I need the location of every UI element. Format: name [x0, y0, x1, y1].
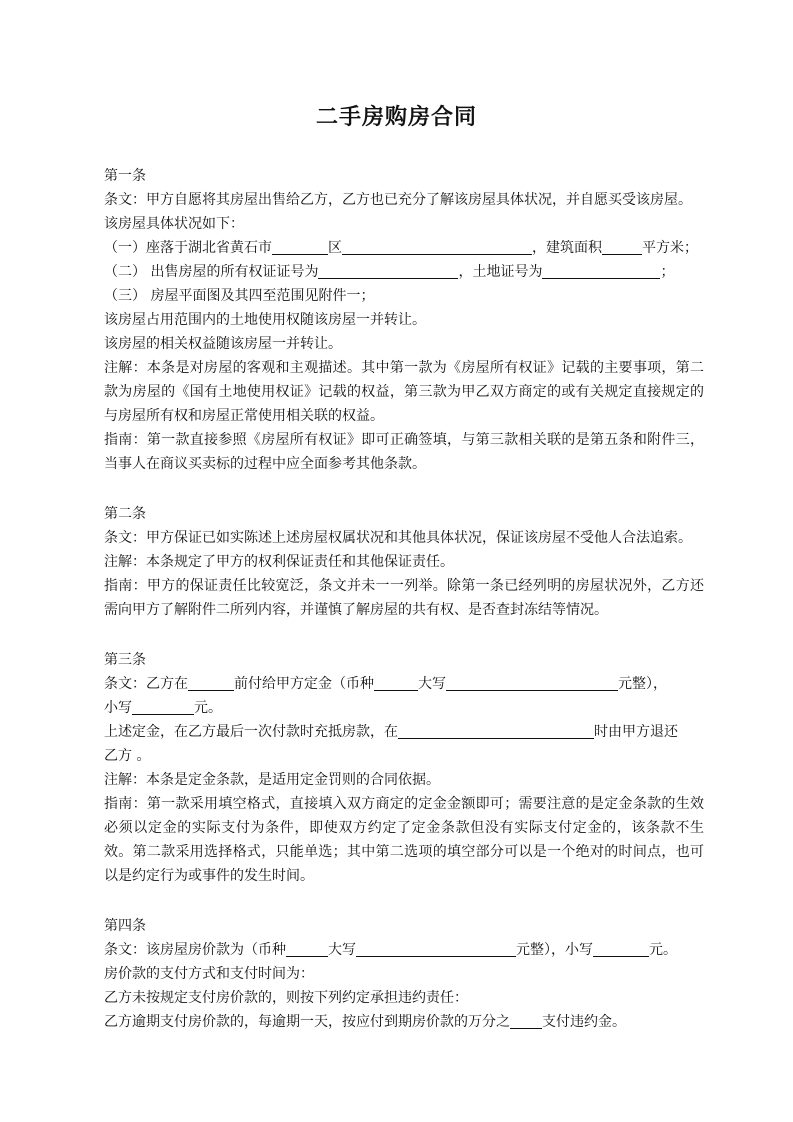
article-2-guide: 指南：甲方的保证责任比较宽泛，条文并未一一列举。除第一条已经列明的房屋状况外，乙方还需向甲方了解附件二所列内容，并谨慎了解房屋的共有权、是否查封冻结等情况。	[104, 578, 704, 618]
article-1-guide: 指南：第一款直接参照《房屋所有权证》即可正确签填，与第三款相关联的是第五条和附件三，当事人在商议买卖标的过程中应全面参考其他条款。	[104, 432, 704, 472]
article-1-item-2-text-a: （二） 出售房屋的所有权证证号为	[104, 264, 319, 280]
article-3-text-a: 条文：乙方在	[104, 676, 188, 692]
ownership-cert-blank[interactable]	[318, 263, 458, 279]
deposit-return-blank[interactable]	[398, 723, 594, 739]
article-4-late-text-a: 乙方逾期支付房价款的，每逾期一天，按应付到期房价款的万分之	[104, 1014, 510, 1030]
article-1-item-1-text-d: 平方米；	[642, 240, 698, 256]
article-1-note: 注解：本条是对房屋的客观和主观描述。其中第一款为《房屋所有权证》记载的主要事项，第二款为房屋的《国有土地使用权证》记载的权益，第三款为甲乙双方商定的或有关规定直接规定的与房屋所有权和房屋正常使用相关联的权益。	[104, 360, 704, 424]
penalty-rate-blank[interactable]	[510, 1013, 542, 1029]
deposit-amount-figures-blank[interactable]	[132, 699, 194, 715]
article-3-clause-line-4: 乙方 。	[104, 748, 151, 764]
article-3-text-b: 前付给甲方定金（币种	[234, 676, 374, 692]
article-1-item-1-text-c: ，建筑面积	[532, 240, 602, 256]
article-4-clause-line-1	[104, 938, 704, 962]
deposit-date-blank[interactable]	[188, 675, 234, 691]
article-3-text-g: 上述定金，在乙方最后一次付款时充抵房款，在	[104, 724, 398, 740]
article-3-text-c: 大写	[418, 676, 446, 692]
article-4-text-d: 元。	[649, 942, 677, 958]
article-3-heading: 第三条	[104, 652, 146, 668]
article-4-late-text-b: 支付违约金。	[542, 1014, 626, 1030]
article-3-text-e: 小写	[104, 700, 132, 716]
article-3-clause-line-2	[104, 696, 704, 720]
article-3-clause-line-3	[104, 720, 704, 744]
article-1-item-1-text-a: （一）座落于湖北省黄石市	[104, 240, 272, 256]
article-3-text-d: 元整），	[618, 676, 667, 692]
contract-body	[104, 164, 704, 1034]
area-blank[interactable]	[602, 239, 642, 255]
article-3-clause-line-1	[104, 672, 704, 696]
article-1-heading: 第一条	[104, 168, 146, 184]
article-3-guide: 指南：第一款采用填空格式，直接填入双方商定的定金金额即可；需要注意的是定金条款的生效必须以定金的实际支付为条件，即使双方约定了定金条款但没有实际支付定金的，该条款不生效。第二款采用选择格式，只能单选；其中第二选项的填空部分可以是一个绝对的时间点，也可以是约定行为或事件的发生时间。	[104, 796, 704, 884]
article-4-text-a: 条文：该房屋房价款为（币种	[104, 942, 286, 958]
article-1-item-1	[104, 236, 704, 260]
article-4-late	[104, 1010, 704, 1034]
page-title: 二手房购房合同	[315, 104, 477, 130]
article-1-land: 该房屋占用范围内的土地使用权随该房屋一并转让。	[104, 312, 426, 328]
article-3-text-f: 元。	[194, 700, 222, 716]
deposit-amount-words-blank[interactable]	[446, 675, 618, 691]
address-blank[interactable]	[342, 239, 532, 255]
article-1-intro: 该房屋具体状况如下：	[104, 216, 244, 232]
price-currency-blank[interactable]	[286, 941, 328, 957]
article-3-note: 注解：本条是定金条款，是适用定金罚则的合同依据。	[104, 772, 440, 788]
article-2-heading: 第二条	[104, 506, 146, 522]
land-cert-blank[interactable]	[542, 263, 660, 279]
article-4-heading: 第四条	[104, 918, 146, 934]
article-1-item-2-text-b: ，土地证号为	[458, 264, 543, 280]
article-1-rights: 该房屋的相关权益随该房屋一并转让。	[104, 336, 342, 352]
article-1-item-2-text-c: ；	[660, 264, 675, 280]
article-4-breach: 乙方未按规定支付房价款的，则按下列约定承担违约责任：	[104, 990, 468, 1006]
article-1-item-2	[104, 260, 704, 284]
article-3-text-h: 时由甲方退还	[594, 724, 678, 740]
article-1-clause: 条文：甲方自愿将其房屋出售给乙方，乙方也已充分了解该房屋具体状况，并自愿买受该房屋。	[104, 192, 692, 208]
deposit-currency-blank[interactable]	[374, 675, 418, 691]
article-4-method: 房价款的支付方式和支付时间为：	[104, 966, 314, 982]
article-1-item-3: （三） 房屋平面图及其四至范围见附件一；	[104, 288, 375, 304]
district-blank[interactable]	[272, 239, 328, 255]
article-4-text-c: 元整），小写	[516, 942, 593, 958]
article-1-item-1-text-b: 区	[328, 240, 342, 256]
article-4-text-b: 大写	[328, 942, 356, 958]
price-figures-blank[interactable]	[593, 941, 649, 957]
article-2-note: 注解：本条规定了甲方的权利保证责任和其他保证责任。	[104, 554, 454, 570]
article-2-clause: 条文：甲方保证已如实陈述上述房屋权属状况和其他具体状况，保证该房屋不受他人合法追索。	[104, 530, 692, 546]
price-words-blank[interactable]	[356, 941, 516, 957]
